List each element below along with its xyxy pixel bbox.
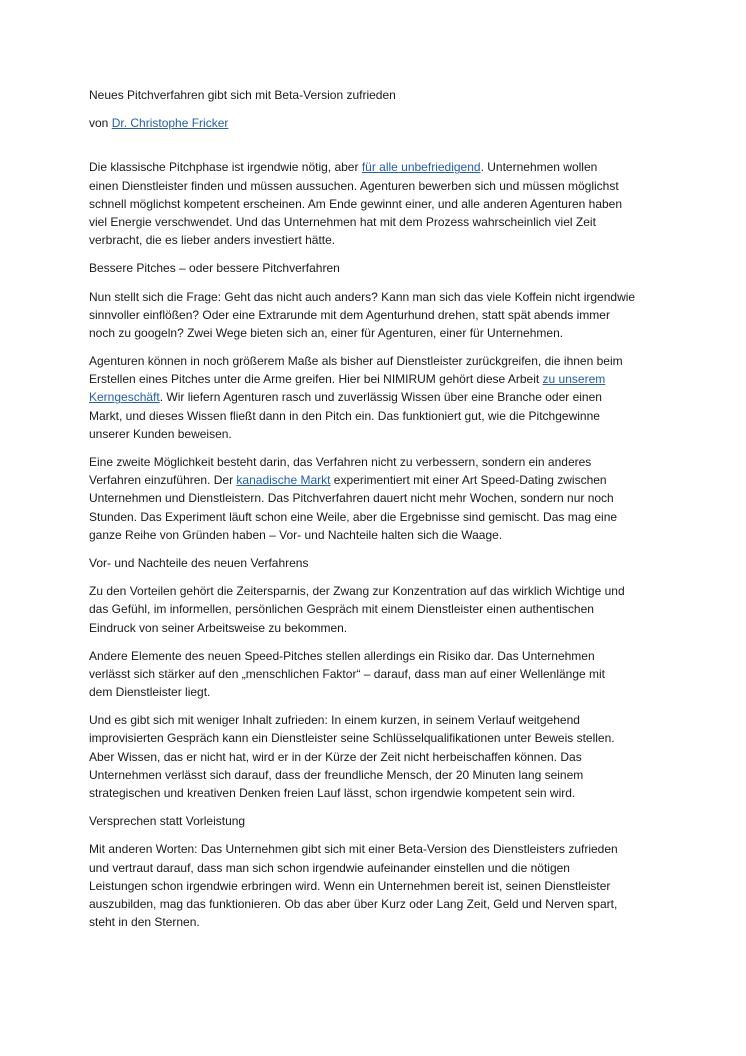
section-heading-versprechen: Versprechen statt Vorleistung	[89, 814, 246, 829]
author-link[interactable]: Dr. Christophe Fricker	[111, 116, 229, 131]
paragraph-weniger-inhalt: Und es gibt sich mit weniger Inhalt zufrieden: In einem kurzen, in seinem Verlauf weitgehend improvisierten Gespräch kann ein Dienstleister seine Schlüsselqualifikationen unter Beweis stellen. Aber Wissen, das er nicht hat, wird er in der Kürze der Zeit nicht herbeischaffen können. Das Unternehmen verlässt sich darauf, dass der freundliche Mensch, der 20 Minuten lang seinem strategischen und kreativen Denken freien Lauf lässt, schon irgendwie kompetent sein wird.	[89, 713, 615, 800]
paragraph-beta-version: Mit anderen Worten: Das Unternehmen gibt sich mit einer Beta-Version des Dienstleisters zufrieden und vertraut darauf, dass man sich schon irgendwie aufeinander einstellen und die nötigen Leistungen schon irgendwie erbringen wird. Wenn ein Unternehmen bereit ist, seinen Dienstleister auszubilden, mag das funktionieren. Ob das aber über Kurz oder Lang Zeit, Geld und Nerven spart, steht in den Sternen.	[89, 842, 618, 930]
link-kanadische-markt[interactable]: kanadische Markt	[236, 473, 331, 488]
link-kerngeschaeft-part1[interactable]: zu unserem	[542, 372, 606, 387]
paragraph-zweite-moeglichkeit: Eine zweite Möglichkeit besteht darin, das Verfahren nicht zu verbessern, sondern ein anderes Verfahren einzuführen. Der kanadische Markt experimentiert mit einer Art Speed-Dating zwischen Unternehmen und Dienstleistern. Das Pitchverfahren dauert nicht mehr Wochen, sondern nur noch Stunden. Das Experiment läuft schon eine Weile, aber die Ergebnisse sind gemischt. Das mag eine ganze Reihe von Gründen haben – Vor- und Nachteile halten sich die Waage.	[89, 455, 618, 542]
byline	[89, 114, 661, 132]
article-title: Neues Pitchverfahren gibt sich mit Beta-Version zufrieden	[89, 88, 396, 102]
paragraph-vorteile: Zu den Vorteilen gehört die Zeitersparnis, der Zwang zur Konzentration auf das wirklich Wichtige und das Gefühl, im informellen, persönlichen Gespräch mit einem Dienstleister einen authentischen Eindruck von seiner Arbeitsweise zu bekommen.	[89, 584, 625, 635]
article	[89, 86, 661, 931]
section-heading-vor-nachteile: Vor- und Nachteile des neuen Verfahrens	[89, 555, 309, 570]
paragraph-agenturen: Agenturen können in noch größerem Maße als bisher auf Dienstleister zurückgreifen, die ihnen beim Erstellen eines Pitches unter die Arme greifen. Hier bei NIMIRUM gehört diese Arbeit zu unserem Kerngeschäft. Wir liefern Agenturen rasch und zuverlässig Wissen über eine Branche oder einen Markt, und dieses Wissen fließt dann in den Pitch ein. Das funktioniert gut, wie die Pitchgewinne unserer Kunden beweisen.	[89, 354, 623, 441]
paragraph-risiko: Andere Elemente des neuen Speed-Pitches stellen allerdings ein Risiko dar. Das Unternehmen verlässt sich stärker auf den „menschlichen Faktor“ – darauf, dass man auf einer Wellenlänge mit dem Dienstleister liegt.	[89, 648, 606, 700]
paragraph-intro: Die klassische Pitchphase ist irgendwie nötig, aber für alle unbefriedigend. Unternehmen wollen einen Dienstleister finden und müssen aussuchen. Agenturen bewerben sich und müssen möglichst schnell möglichst kompetent erscheinen. Am Ende gewinnt einer, und alle anderen Agenturen haben viel Energie verschwendet. Und das Unternehmen hat mit dem Prozess wahrscheinlich viel Zeit verbracht, die es lieber anders investiert hätte.	[89, 160, 623, 248]
paragraph-frage: Nun stellt sich die Frage: Geht das nicht auch anders? Kann man sich das viele Koffein nicht irgendwie sinnvoller einflößen? Oder eine Extrarunde mit dem Agenturhund drehen, statt spät abends immer noch zu googeln? Zwei Wege bieten sich an, einer für Agenturen, einer für Unternehmen.	[89, 289, 636, 340]
byline-prefix: von	[89, 116, 112, 131]
link-kerngeschaeft-part2[interactable]: Kerngeschäft	[89, 390, 160, 405]
link-unbefriedigend[interactable]: für alle unbefriedigend	[361, 160, 481, 175]
section-heading-bessere-pitches: Bessere Pitches – oder bessere Pitchverfahren	[89, 261, 340, 276]
